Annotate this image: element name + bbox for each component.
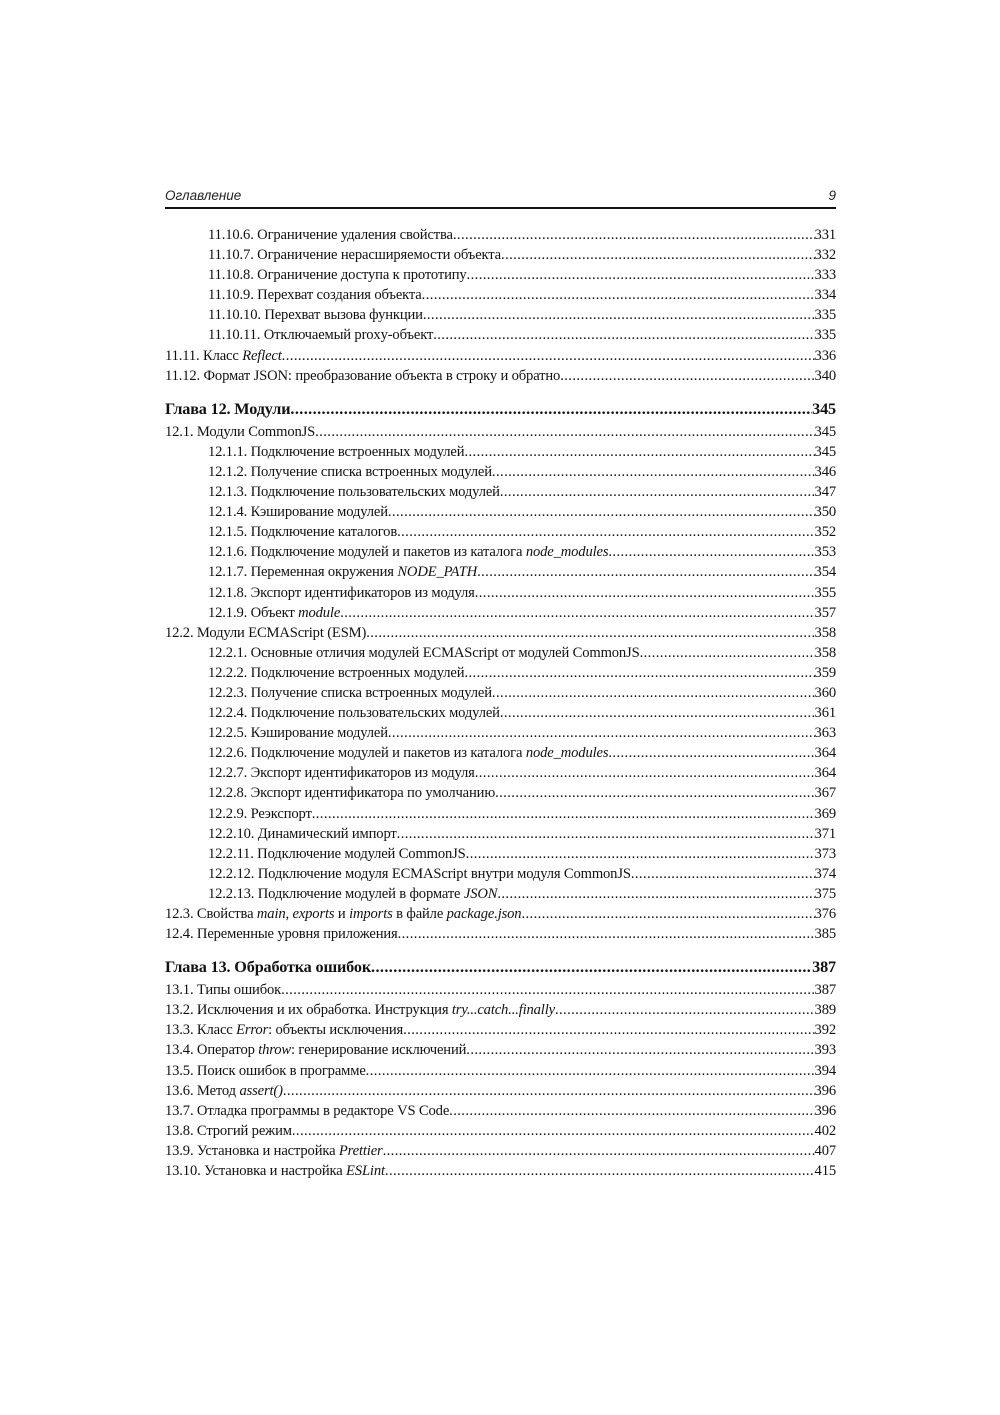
toc-entry-title-text: 11.10.6. Ограничение удаления свойства <box>208 227 453 243</box>
toc-entry <box>165 705 836 725</box>
toc-entry-title-text: 12.1.7. Переменная окружения <box>208 564 398 581</box>
toc-entry-title-text: : генерирование исключений <box>291 1042 467 1059</box>
toc-entry-title-text: 12.1.4. Кэширование модулей <box>208 504 388 521</box>
toc-entry-title-italic: assert() <box>239 1082 283 1099</box>
toc-entry <box>165 267 836 287</box>
toc-chapter-heading <box>165 400 836 424</box>
toc-entry-title <box>165 906 521 923</box>
toc-entry <box>165 368 836 388</box>
toc-entry-title-text: и <box>334 906 350 922</box>
toc-entry-title-text: 13.10. Установка и настройка <box>165 1163 347 1180</box>
toc-entry-title <box>208 605 340 622</box>
running-header-title: Оглавление <box>165 188 242 203</box>
dot-leader <box>397 826 815 843</box>
toc-entry-title <box>165 400 290 419</box>
dot-leader <box>398 926 815 943</box>
toc-entry-title-italic: imports <box>349 906 393 922</box>
toc-entry <box>165 1002 836 1022</box>
toc-entry-title <box>208 685 492 702</box>
toc-entry-title-text: 11.10.9. Перехват создания объекта <box>208 287 422 304</box>
dot-leader <box>290 400 812 419</box>
toc-entry-title <box>208 247 501 264</box>
toc-entry <box>165 1103 836 1123</box>
toc-entry <box>165 906 836 926</box>
toc-entry-title-text: 12.2.12. Подключение модуля ECMAScript внутри модуля CommonJS <box>208 865 631 882</box>
toc-entry-page-number: 335 <box>814 327 836 344</box>
toc-entry-title <box>165 1143 383 1160</box>
dot-leader <box>281 982 814 999</box>
toc-entry <box>165 287 836 307</box>
toc-entry-title <box>208 866 631 883</box>
dot-leader <box>403 1022 814 1039</box>
toc-entry-page-number: 347 <box>814 484 836 501</box>
toc-entry-title-text: 12.2.7. Экспорт идентификаторов из модуля <box>208 765 475 782</box>
dot-leader <box>449 1103 814 1120</box>
toc-entry <box>165 424 836 444</box>
toc-entry-title-text: 11.10.7. Ограничение нерасширяемости объекта <box>208 247 502 264</box>
dot-leader <box>500 705 815 722</box>
toc-entry-title-text: 13.3. Класс <box>165 1022 237 1039</box>
toc-entry-title <box>165 368 560 385</box>
toc-entry-page-number: 353 <box>814 544 836 561</box>
toc-entry-title-text: 11.10.11. Отключаемый proxy-объект <box>208 327 434 344</box>
toc-entry <box>165 625 836 645</box>
toc-entry-page-number: 393 <box>814 1042 836 1059</box>
dot-leader <box>283 1083 815 1100</box>
dot-leader <box>292 1123 815 1140</box>
toc-entry-title <box>208 765 475 782</box>
toc-entry-title <box>208 227 453 244</box>
toc-entry-title-text: 11.10.8. Ограничение доступа к прототипу <box>208 267 467 284</box>
toc-entry <box>165 1022 836 1042</box>
dot-leader <box>608 544 814 561</box>
toc-entry-title-italic: ESLint <box>346 1163 385 1180</box>
dot-leader <box>475 585 815 602</box>
toc-entry-page-number: 345 <box>814 423 836 440</box>
toc-entry-title-text: 12.1.2. Получение списка встроенных модулей <box>208 463 492 480</box>
dot-leader <box>477 564 814 581</box>
toc-entry-title-text: 12.2.6. Подключение модулей и пакетов из каталога <box>208 745 526 762</box>
toc-entry <box>165 484 836 504</box>
dot-leader <box>501 247 815 264</box>
toc-entry-title-italic: main <box>256 906 286 922</box>
toc-entry-title-text: : объекты исключения <box>268 1022 404 1039</box>
toc-entry-title <box>165 1063 366 1080</box>
toc-entry-title <box>208 585 475 602</box>
toc-entry-title <box>208 785 495 802</box>
toc-entry-page-number: 359 <box>814 664 836 681</box>
toc-entry-title <box>208 665 464 682</box>
toc-entry-title-italic: Reflect <box>242 347 282 364</box>
toc-entry-page-number: 358 <box>814 644 836 661</box>
toc-entry-page-number: 354 <box>814 564 836 581</box>
toc-entry-title-text: 13.5. Поиск ошибок в программе <box>165 1062 366 1079</box>
toc-entry-title-italic: Prettier <box>338 1142 383 1159</box>
toc-entry-page-number: 335 <box>814 307 836 324</box>
toc-entry <box>165 544 836 564</box>
toc-entry-page-number: 358 <box>814 624 836 641</box>
toc-entry-title-text: 12.2.1. Основные отличия модулей ECMAScript от модулей CommonJS <box>208 644 640 661</box>
dot-leader <box>608 745 814 762</box>
toc-entry <box>165 564 836 584</box>
running-header <box>165 187 836 209</box>
toc-entry <box>165 1042 836 1062</box>
toc-entry-title-text: 12.1.3. Подключение пользовательских модулей <box>208 484 500 501</box>
toc-entry-page-number: 367 <box>814 785 836 802</box>
toc-entry-page-number: 402 <box>814 1122 836 1139</box>
toc-entry-page-number: 374 <box>814 865 836 882</box>
dot-leader <box>422 287 815 304</box>
dot-leader <box>475 765 815 782</box>
toc-entry-page-number: 387 <box>812 958 836 977</box>
toc-entry <box>165 585 836 605</box>
toc-entry <box>165 227 836 247</box>
dot-leader <box>388 725 815 742</box>
toc-entry <box>165 846 836 866</box>
toc-entry-title <box>208 826 397 843</box>
toc-entry-page-number: 364 <box>814 745 836 762</box>
dot-leader <box>388 504 815 521</box>
toc-entry-page-number: 363 <box>814 725 836 742</box>
toc-entry-title-text: 13.7. Отладка программы в редакторе VS Code <box>165 1102 450 1119</box>
toc-entry-page-number: 394 <box>814 1062 836 1079</box>
toc-entry-title-text: 12.2.4. Подключение пользовательских модулей <box>208 705 500 722</box>
toc-entry-title-italic: package.json <box>446 906 522 922</box>
toc-entry <box>165 806 836 826</box>
toc-entry-page-number: 361 <box>814 705 836 722</box>
dot-leader <box>495 785 814 802</box>
toc-entry-title-text: 12.2.8. Экспорт идентификатора по умолчанию <box>208 785 496 802</box>
toc-entry-page-number: 346 <box>814 463 836 480</box>
toc-entry-title <box>208 705 500 722</box>
toc-entry-title-text: 12.2.13. Подключение модулей в формате <box>208 885 464 902</box>
toc-entry <box>165 886 836 906</box>
toc-entry-title-text: 12.1.9. Объект <box>208 604 299 621</box>
dot-leader <box>282 348 815 365</box>
toc-entry-title <box>165 1042 466 1059</box>
dot-leader <box>500 484 815 501</box>
toc-entry-page-number: 331 <box>814 227 836 243</box>
toc-entry-page-number: 332 <box>814 247 836 264</box>
toc-entry <box>165 1163 836 1183</box>
toc-entry-title <box>208 806 312 823</box>
toc-entry-page-number: 415 <box>814 1163 836 1180</box>
toc-entry-title-italic: try...catch...finally <box>451 1002 555 1019</box>
toc-entry-title <box>208 544 608 561</box>
toc-entry-title <box>165 424 315 441</box>
toc-entry-title <box>208 645 640 662</box>
dot-leader <box>640 645 815 662</box>
dot-leader <box>466 846 815 863</box>
toc-entry-title-text: Глава 12. Модули <box>165 399 291 418</box>
dot-leader <box>492 685 815 702</box>
dot-leader <box>397 524 814 541</box>
toc-entry-title-text: 12.2.10. Динамический импорт <box>208 825 397 842</box>
toc-entry-title <box>165 1163 385 1180</box>
toc-entry-title <box>208 484 500 501</box>
toc-entry-title-text: 13.8. Строгий режим <box>165 1122 292 1139</box>
toc-entry-title <box>208 745 608 762</box>
toc-entry <box>165 444 836 464</box>
toc-entry-page-number: 340 <box>814 367 836 384</box>
toc-entry-page-number: 376 <box>814 906 836 922</box>
toc-entry-title-text: 12.2.2. Подключение встроенных модулей <box>208 664 465 681</box>
toc-entry-title-text: 13.4. Оператор <box>165 1042 259 1059</box>
toc-entry-title <box>208 444 464 461</box>
toc-entry-page-number: 360 <box>814 684 836 701</box>
toc-entry-page-number: 350 <box>814 504 836 521</box>
dot-leader <box>315 424 814 441</box>
toc-entry-title-italic: node_modules <box>525 745 609 762</box>
toc-entry-title <box>208 327 433 344</box>
toc-entry-title-text: 12.2.3. Получение списка встроенных модулей <box>208 684 492 701</box>
dot-leader <box>340 605 814 622</box>
dot-leader <box>383 1143 815 1160</box>
toc-entry-title <box>165 958 371 977</box>
toc-entry-page-number: 352 <box>814 524 836 541</box>
toc-entry-page-number: 396 <box>814 1082 836 1099</box>
toc-entry <box>165 765 836 785</box>
dot-leader <box>492 464 815 481</box>
toc-entry <box>165 1083 836 1103</box>
toc-entry <box>165 605 836 625</box>
toc-entry-title-italic: exports <box>292 906 335 922</box>
toc-entry-title <box>208 886 497 903</box>
toc-entry-title-text: 12.2.11. Подключение модулей CommonJS <box>208 845 466 862</box>
dot-leader <box>466 1042 814 1059</box>
toc-chapter-heading <box>165 958 836 982</box>
toc-entry-title-text: 11.12. Формат JSON: преобразование объекта в строку и обратно <box>165 367 561 384</box>
toc-entry <box>165 307 836 327</box>
toc-entry-title-text: 12.3. Свойства <box>165 906 257 922</box>
toc-entry <box>165 524 836 544</box>
toc-entry-title-text: , <box>285 906 293 922</box>
toc-entry-page-number: 345 <box>814 443 836 460</box>
toc-entry-page-number: 392 <box>814 1022 836 1039</box>
toc-entry <box>165 826 836 846</box>
dot-leader <box>371 958 812 977</box>
toc-entry-title-italic: node_modules <box>525 544 609 561</box>
toc-entry-title-text: 12.1.8. Экспорт идентификаторов из модуля <box>208 584 475 601</box>
toc-entry-page-number: 357 <box>814 604 836 621</box>
toc-entry <box>165 926 836 946</box>
toc-entry-title <box>208 524 397 541</box>
dot-leader <box>464 665 814 682</box>
dot-leader <box>467 267 815 284</box>
toc-entry-title <box>165 1103 449 1120</box>
toc-entry <box>165 866 836 886</box>
toc-entry-page-number: 389 <box>814 1002 836 1019</box>
toc-entry-page-number: 355 <box>814 584 836 601</box>
toc-entry-title-text: 13.1. Типы ошибок <box>165 982 282 999</box>
toc-entry-title-italic: NODE_PATH <box>397 564 478 581</box>
toc-entry-title-text: 13.9. Установка и настройка <box>165 1142 339 1159</box>
toc-entry <box>165 464 836 484</box>
toc-entry <box>165 665 836 685</box>
toc-entry-title-text: 11.11. Класс <box>165 347 243 364</box>
dot-leader <box>453 227 815 244</box>
toc-entry-title-text: 12.1.6. Подключение модулей и пакетов из каталога <box>208 544 526 561</box>
toc-entry-title <box>165 625 366 642</box>
page-number: 9 <box>828 188 836 203</box>
toc-entry <box>165 685 836 705</box>
toc-entry-page-number: 369 <box>814 805 836 822</box>
dot-leader <box>497 886 814 903</box>
toc-entry-title <box>165 1123 292 1140</box>
dot-leader <box>631 866 815 883</box>
toc-entry <box>165 1063 836 1083</box>
toc-entry <box>165 785 836 805</box>
toc-entry-title-text: 12.1. Модули CommonJS <box>165 423 316 440</box>
toc-entry-title-text: 13.6. Метод <box>165 1082 240 1099</box>
toc-entry-title <box>208 464 492 481</box>
toc-entry-title <box>165 1022 403 1039</box>
toc-entry-title-text: 12.4. Переменные уровня приложения <box>165 926 398 943</box>
toc-entry-title <box>208 564 477 581</box>
toc-entry-title-text: в файле <box>392 906 447 922</box>
toc-entry-title-italic: JSON <box>463 885 498 902</box>
toc-entry-title-italic: Error <box>236 1022 269 1039</box>
dot-leader <box>423 307 815 324</box>
toc-entry-title <box>208 725 388 742</box>
toc-entry <box>165 725 836 745</box>
toc-entry <box>165 504 836 524</box>
dot-leader <box>312 806 815 823</box>
toc-entry-title-text: 12.2.5. Кэширование модулей <box>208 725 388 742</box>
toc-entry <box>165 348 836 368</box>
toc-entry-title <box>208 267 467 284</box>
toc-entry <box>165 745 836 765</box>
toc-entry-page-number: 396 <box>814 1102 836 1119</box>
toc-entry <box>165 327 836 347</box>
toc-entry-title <box>208 504 388 521</box>
toc-entry-title <box>165 348 282 365</box>
toc-entry-page-number: 375 <box>814 885 836 902</box>
table-of-contents <box>165 227 836 1183</box>
toc-entry-page-number: 334 <box>814 287 836 304</box>
toc-entry-page-number: 345 <box>812 399 836 418</box>
toc-entry-title-italic: throw <box>258 1042 292 1059</box>
toc-entry-page-number: 387 <box>814 982 836 999</box>
toc-entry <box>165 247 836 267</box>
toc-entry <box>165 1143 836 1163</box>
toc-entry-page-number: 385 <box>814 926 836 943</box>
toc-entry-title-text: 12.2.9. Реэкспорт <box>208 805 312 822</box>
dot-leader <box>521 906 814 923</box>
dot-leader <box>464 444 814 461</box>
toc-entry-title-italic: module <box>298 604 341 621</box>
toc-entry-page-number: 407 <box>814 1142 836 1159</box>
toc-entry <box>165 982 836 1002</box>
toc-entry-title <box>165 1083 283 1100</box>
toc-entry-title <box>165 926 398 943</box>
toc-entry-title <box>208 846 466 863</box>
toc-entry-page-number: 333 <box>814 267 836 284</box>
dot-leader <box>555 1002 815 1019</box>
dot-leader <box>366 1063 815 1080</box>
toc-entry-title <box>165 1002 555 1019</box>
toc-entry-page-number: 371 <box>814 825 836 842</box>
toc-entry-page-number: 364 <box>814 765 836 782</box>
toc-entry-title-text: 12.1.1. Подключение встроенных модулей <box>208 443 465 460</box>
toc-entry-page-number: 373 <box>814 845 836 862</box>
toc-entry <box>165 1123 836 1143</box>
dot-leader <box>433 327 814 344</box>
toc-entry <box>165 645 836 665</box>
toc-entry-page-number: 336 <box>814 347 836 364</box>
toc-entry-title <box>208 287 422 304</box>
toc-entry-title <box>165 982 281 999</box>
dot-leader <box>560 368 814 385</box>
toc-entry-title-text: 12.1.5. Подключение каталогов <box>208 524 398 541</box>
toc-entry-title-text: Глава 13. Обработка ошибок <box>165 958 372 977</box>
toc-entry-title <box>208 307 423 324</box>
toc-entry-title-text: 12.2. Модули ECMAScript (ESM) <box>165 624 367 641</box>
toc-entry-title-text: 13.2. Исключения и их обработка. Инструкция <box>165 1002 452 1019</box>
dot-leader <box>366 625 814 642</box>
dot-leader <box>385 1163 815 1180</box>
toc-entry-title-text: 11.10.10. Перехват вызова функции <box>208 307 423 324</box>
